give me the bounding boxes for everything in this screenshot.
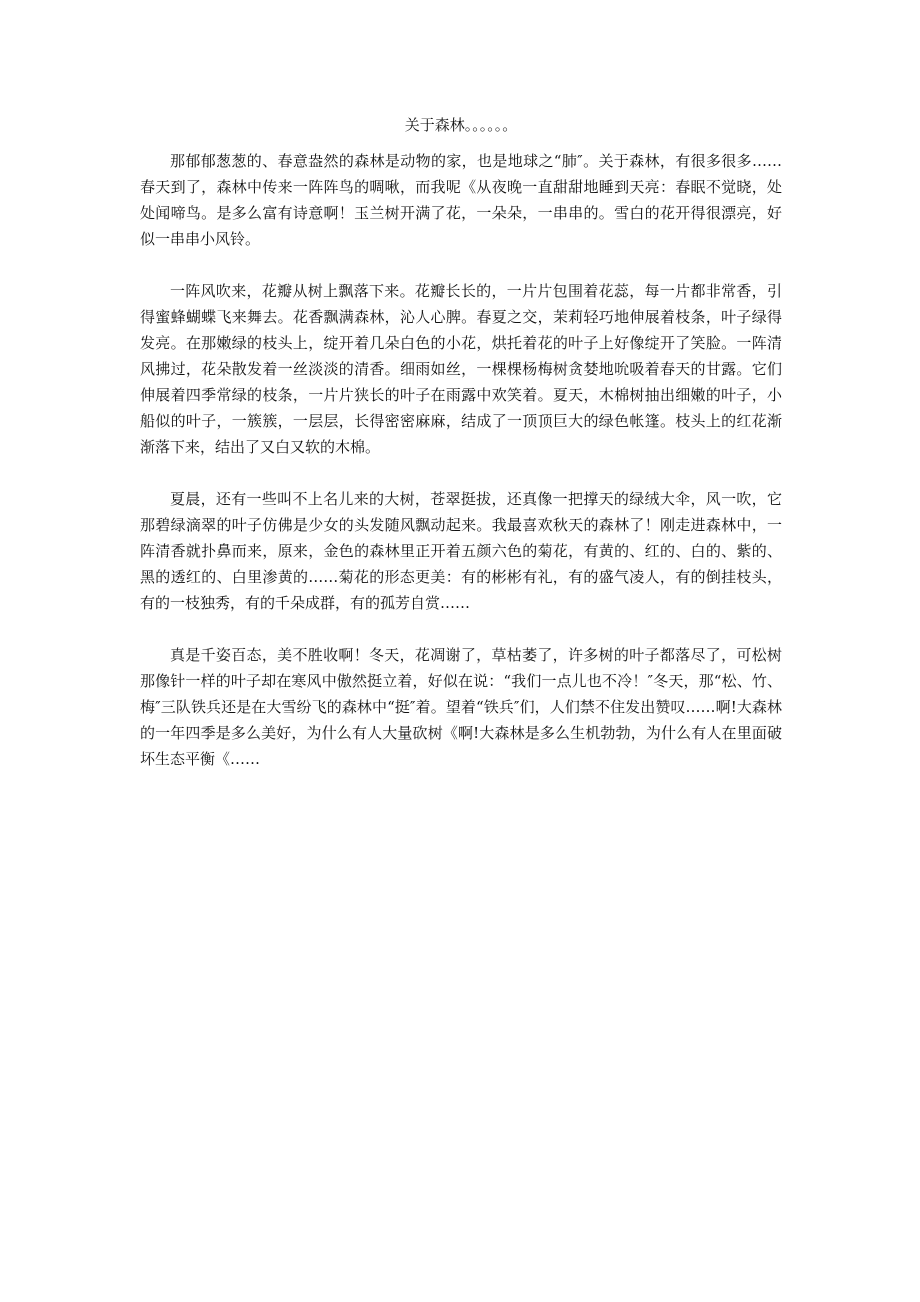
document-page (140, 112, 782, 798)
paragraph-flowers-summer: 一阵风吹来，花瓣从树上飘落下来。花瓣长长的，一片片包围着花蕊，每一片都非常香，引得蜜蜂蝴蝶飞来舞去。花香飘满森林，沁人心脾。春夏之交，茉莉轻巧地伸展着枝条，叶子绿得发亮。在那嫩绿的枝头上，绽开着几朵白色的小花，烘托着花的叶子上好像绽开了笑脸。一阵清风拂过，花朵散发着一丝淡淡的清香。细雨如丝，一棵棵杨梅树贪婪地吮吸着春天的甘露。它们伸展着四季常绿的枝条，一片片狭长的叶子在雨露中欢笑着。夏天，木棉树抽出细嫩的叶子，小船似的叶子，一簇簇，一层层，长得密密麻麻，结成了一顶顶巨大的绿色帐篷。枝头上的红花渐渐落下来，结出了又白又软的木棉。 (140, 282, 782, 456)
paragraph-spring: 那郁郁葱葱的、春意盎然的森林是动物的家，也是地球之“肺″。关于森林，有很多很多……春天到了，森林中传来一阵阵鸟的啁啾，而我呢《从夜晚一直甜甜地睡到天亮：春眠不觉晓，处处闻啼鸟。是多么富有诗意啊！玉兰树开满了花，一朵朵，一串串的。雪白的花开得很漂亮，好似一串串小风铃。 (140, 152, 782, 248)
paragraph-winter: 真是千姿百态，美不胜收啊！冬天，花凋谢了，草枯萎了，许多树的叶子都落尽了，可松树那像针一样的叶子却在寒风中傲然挺立着，好似在说：“我们一点儿也不冷！″冬天，那“松、竹、梅″三队铁兵还是在大雪纷飞的森林中“挺″着。望着“铁兵″们，人们禁不住发出赞叹……啊!大森林的一年四季是多么美好，为什么有人大量砍树《啊!大森林是多么生机勃勃，为什么有人在里面破坏生态平衡《…… (140, 646, 782, 768)
paragraph-autumn: 夏晨，还有一些叫不上名儿来的大树，苍翠挺拔，还真像一把撑天的绿绒大伞，风一吹，它那碧绿滴翠的叶子仿佛是少女的头发随风飘动起来。我最喜欢秋天的森林了！刚走进森林中，一阵清香就扑鼻而来，原来，金色的森林里正开着五颜六色的菊花，有黄的、红的、白的、紫的、黑的透红的、白里渗黄的……菊花的形态更美：有的彬彬有礼，有的盛气凌人，有的倒挂枝头，有的一枝独秀，有的千朵成群，有的孤芳自赏…… (140, 490, 782, 612)
document-title: 关于森林。。。。。。 (404, 116, 518, 134)
